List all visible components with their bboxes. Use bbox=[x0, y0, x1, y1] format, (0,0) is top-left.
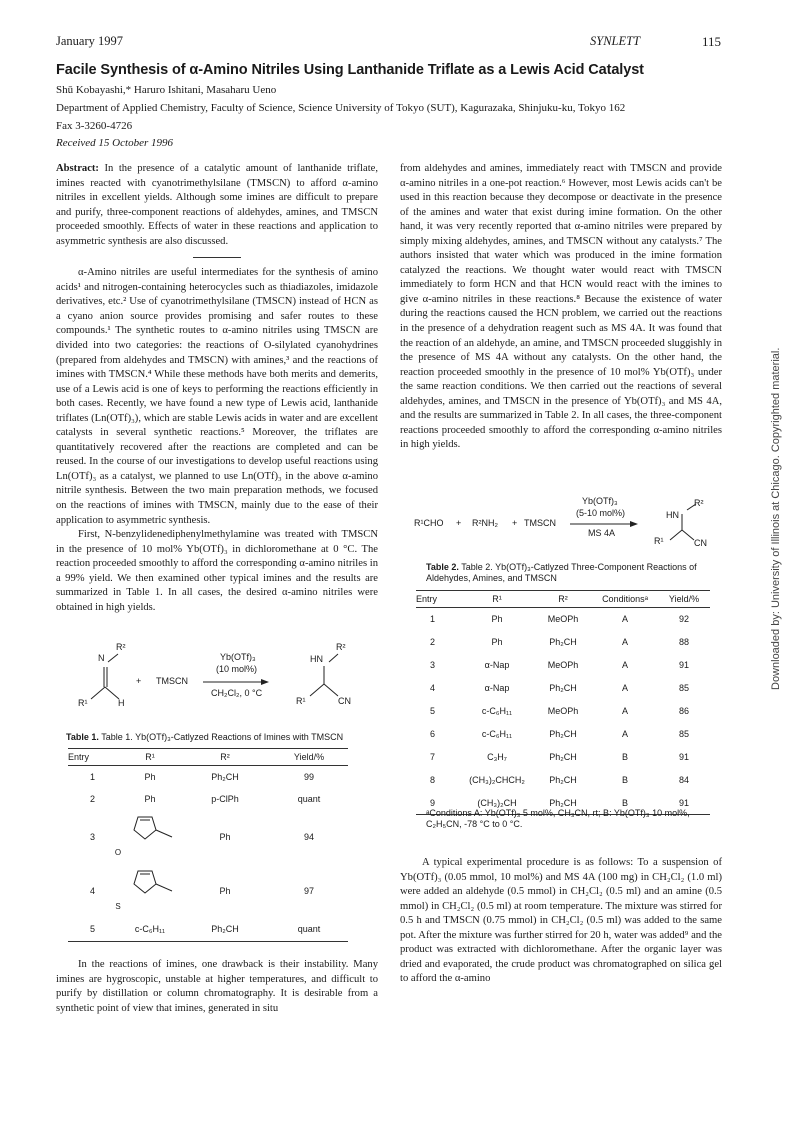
table2-cell: 7 bbox=[430, 752, 436, 762]
table1-header: Entry bbox=[68, 749, 120, 766]
table2-cell: A bbox=[621, 729, 628, 739]
table2-cell: Ph₂CH bbox=[549, 752, 577, 762]
table2-cell: c-C₆H₁₁ bbox=[481, 729, 513, 739]
table2-cell: (CH₃)₂CHCH₂ bbox=[469, 775, 525, 785]
table1-cell: 1 bbox=[90, 771, 96, 782]
scheme2-catalyst-amount: (5-10 mol%) bbox=[576, 508, 626, 518]
scheme1-conditions: CH₂Cl₂, 0 °C bbox=[211, 688, 263, 698]
table2-cell: C₃H₇ bbox=[487, 752, 507, 762]
table-row bbox=[416, 746, 710, 769]
table-row bbox=[416, 769, 710, 792]
left-column-bottom bbox=[56, 958, 378, 1016]
table-row bbox=[416, 723, 710, 746]
scheme1-product-r2: R² bbox=[336, 642, 346, 652]
download-watermark: Downloaded by: University of Illinois at Chicago. Copyrighted material. bbox=[770, 347, 782, 690]
fax: Fax 3-3260-4726 bbox=[56, 120, 133, 132]
table1-cell: quant bbox=[297, 793, 321, 804]
thienyl-structure bbox=[115, 864, 180, 918]
table-row bbox=[416, 700, 710, 723]
table-row bbox=[68, 918, 348, 942]
table2-footnote: ᵃConditions A: Yb(OTf)₃ 5 mol%, CH₃CN, rt; B: Yb(OTf)₃ 10 mol%, C₂H₅CN, -78 °C to 0 °C. bbox=[426, 808, 690, 829]
abstract-text: In the presence of a catalytic amount of lanthanide triflate, imines reacted with cyanotrimethylsilane (TMSCN) to afford α-amino nitriles in excellent yields. Although some imines are difficult to prepare and purify, three-component reactions of aldehydes, amines, and TMSCN proceeded smoothly. Effects of water in these reactions and application to asymmetric synthesis are also discussed. bbox=[56, 163, 378, 247]
scheme2-cn: CN bbox=[694, 538, 707, 548]
table2-cell: 3 bbox=[430, 660, 436, 670]
table1 bbox=[68, 748, 348, 942]
table1-header: R¹ bbox=[120, 749, 180, 766]
right-column-top bbox=[400, 162, 722, 453]
header-journal: SYNLETT bbox=[590, 34, 641, 48]
table2-cell: Ph₂CH bbox=[549, 637, 577, 647]
scheme2-plus: + bbox=[512, 518, 518, 528]
table2-cell: 5 bbox=[430, 706, 436, 716]
table2-cell: α-Nap bbox=[484, 683, 510, 693]
scheme1-hn: HN bbox=[310, 654, 323, 664]
header-page: 115 bbox=[702, 34, 722, 49]
furan-ring-icon bbox=[122, 811, 178, 851]
table2-cell: A bbox=[621, 706, 628, 716]
table2-cell: 91 bbox=[678, 660, 689, 670]
table2-cell: (CH₃)₂CH bbox=[460, 792, 534, 815]
table2-header: R² bbox=[534, 591, 592, 608]
table-row bbox=[416, 608, 710, 631]
table2-cell: Ph₂CH bbox=[534, 792, 592, 815]
table2-cell: A bbox=[621, 660, 628, 670]
abstract-label: Abstract: bbox=[56, 163, 99, 174]
table-row bbox=[68, 766, 348, 788]
table2-cell: 1 bbox=[430, 614, 436, 625]
table2-cell: MeOPh bbox=[547, 614, 579, 625]
table2-header: R¹ bbox=[460, 591, 534, 608]
scheme2-catalyst: Yb(OTf)₃ bbox=[582, 496, 618, 506]
scheme2-r1: R¹ bbox=[654, 536, 664, 546]
affiliation: Department of Applied Chemistry, Faculty of Science, Science University of Tokyo (SUT), Kagurazaka, Shinjuku-ku, Tokyo 162 bbox=[56, 102, 626, 114]
table2-cell: 91 bbox=[678, 752, 689, 762]
table2-cell: Ph₂CH bbox=[549, 775, 577, 785]
scheme2-hn: HN bbox=[666, 510, 679, 520]
table2-cell: 86 bbox=[678, 706, 689, 716]
scheme1-n: N bbox=[98, 653, 105, 663]
table1-cell: p-ClPh bbox=[211, 793, 239, 804]
scheme2-r2: R² bbox=[694, 498, 704, 508]
table2-header: Yield/% bbox=[658, 591, 710, 608]
table1-cell: 4 bbox=[90, 885, 96, 896]
table2-cell: 91 bbox=[658, 792, 710, 815]
table2-cell: 85 bbox=[678, 729, 689, 739]
table2-cell: B bbox=[621, 752, 628, 762]
table2-cell: A bbox=[621, 683, 628, 693]
table2-cell: Ph₂CH bbox=[549, 683, 577, 693]
table2-cell: 2 bbox=[430, 637, 436, 647]
table1-cell: Ph₂CH bbox=[180, 918, 270, 942]
table1-cell: quant bbox=[270, 918, 348, 942]
table2-cell: MeOPh bbox=[547, 660, 579, 670]
table2-cell: c-C₆H₁₁ bbox=[481, 706, 513, 716]
table1-cell: 94 bbox=[303, 831, 314, 842]
table2-cell: Ph₂CH bbox=[549, 729, 577, 739]
table2-cell: 85 bbox=[678, 683, 689, 693]
right-column-bottom bbox=[400, 856, 722, 987]
table2-cell: A bbox=[621, 637, 628, 647]
scheme2-plus: + bbox=[456, 518, 462, 528]
table1-cell: Ph bbox=[144, 771, 156, 782]
table1-cell: Ph bbox=[219, 831, 231, 842]
table2-cell: B bbox=[592, 792, 658, 815]
scheme2-conditions: MS 4A bbox=[588, 528, 616, 538]
scheme1-r1: R¹ bbox=[78, 698, 88, 708]
paragraph-three-component: from aldehydes and amines, immediately react with TMSCN and provide α-amino nitriles in a one-pot reaction.⁶ However, most Lewis acids can't be used in this reaction because they decompose or deactivate in the presence of the amines and water that exist during imine formation. On the other hand, it was very recently reported that α-amino nitriles were prepared by simply mixing aldehydes, amines, and TMSCN without any catalysts.⁷ The authors insisted that water which was produced in the imine formation catalyzed the reactions. We thought water would react with TMSCN immediately to form HCN and that HCN would react with the imines to give α-amino nitriles in these reactions.⁸ Because the existence of water during the reactions caused the HCN problem, we carried out the reactions in the presence of a dehydration reagent such as MS 4A. It was found that the reaction of an aldehyde, an amine, and TMSCN proceeded sluggishly in the presence of MS 4A without any catalysts. On the other hand, the reaction proceeded smoothly in the presence of 10 mol% Yb(OTf)₃ under the same reaction conditions. We then carried out the reactions of several aldehydes, amines, and TMSCN in the presence of Yb(OTf)₃ and MS 4A, and the results are summarized in Table 2. In all cases, the three-component reactions proceeded smoothly to afford the corresponding α-amino nitriles in high yields. bbox=[400, 163, 722, 451]
authors: Shū Kobayashi,* Haruro Ishitani, Masaharu Ueno bbox=[56, 84, 277, 96]
table2-cell: A bbox=[621, 614, 628, 625]
table-row bbox=[68, 788, 348, 810]
table1-cell: 2 bbox=[90, 793, 96, 804]
furyl-structure bbox=[114, 810, 180, 864]
scheme1-plus: + bbox=[136, 676, 142, 686]
received-date: Received 15 October 1996 bbox=[56, 137, 173, 149]
table2-header: Conditionsᵃ bbox=[592, 591, 658, 608]
table2-header: Entry bbox=[416, 591, 460, 608]
table-row bbox=[416, 631, 710, 654]
table-row bbox=[416, 677, 710, 700]
table1-header: R² bbox=[180, 749, 270, 766]
scheme1-cn: CN bbox=[338, 696, 351, 706]
table2-cell: 92 bbox=[678, 614, 689, 625]
table1-cell: c-C₆H₁₁ bbox=[120, 918, 180, 942]
table2-cell: 88 bbox=[678, 637, 689, 647]
table2 bbox=[416, 590, 710, 815]
table2-cell: Ph bbox=[491, 614, 503, 625]
scheme1-h: H bbox=[118, 698, 125, 708]
furan-o-label: O bbox=[114, 847, 122, 857]
table1-cell: 99 bbox=[303, 771, 314, 782]
table1-cell: 97 bbox=[303, 885, 314, 896]
table2-body bbox=[416, 608, 710, 815]
scheme1-r2: R² bbox=[116, 642, 126, 652]
table1-caption-text: Table 1. Yb(OTf)₃-Catlyzed Reactions of Imines with TMSCN bbox=[101, 732, 344, 742]
left-column-top bbox=[56, 162, 378, 615]
scheme2-aldehyde: R¹CHO bbox=[414, 518, 444, 528]
table2-cell: MeOPh bbox=[547, 706, 579, 716]
paragraph-procedure: A typical experimental procedure is as follows: To a suspension of Yb(OTf)₃ (0.05 mmol, 10 mol%) and MS 4A (100 mg) in CH₂Cl₂ (1.0 ml) were added an aldehyde (0.5 mmol) in CH₂Cl₂ (0.5 ml) and an amine (0.5 mmol) in CH₂Cl₂ (0.5 ml) at room temperature. The mixture was stirred for 0.5 h and TMSCN (0.75 mmol) in CH₂Cl₂ (0.5 ml) was added to the same pot. After the mixture was further stirred for 20 h, water was added⁹ and the product was extracted with dichloromethane. After the organic layer was dried and evaporated, the crude product was chromatographed on silica gel to afford the α-amino bbox=[400, 857, 722, 985]
abstract bbox=[56, 162, 378, 249]
table-row bbox=[68, 810, 348, 864]
abstract-divider bbox=[193, 257, 241, 258]
table2-cell: 4 bbox=[430, 683, 436, 693]
table1-cell: Ph bbox=[219, 885, 231, 896]
table2-cell: B bbox=[621, 775, 628, 785]
table2-cell: 8 bbox=[430, 775, 436, 785]
table2-caption-text: Table 2. Yb(OTf)₃-Catlyzed Three-Component Reactions of Aldehydes, Amines, and TMSCN bbox=[426, 562, 697, 583]
article-title: Facile Synthesis of α-Amino Nitriles Using Lanthanide Triflate as a Lewis Acid Catalyst bbox=[56, 62, 644, 78]
table1-cell: 5 bbox=[68, 918, 120, 942]
table1-caption: Table 1. Table 1. Yb(OTf)₃-Catlyzed Reactions of Imines with TMSCN bbox=[66, 732, 344, 742]
header-date: January 1997 bbox=[56, 34, 123, 48]
table2-caption: Table 2. Table 2. Yb(OTf)₃-Catlyzed Three-Component Reactions of Aldehydes, Amines, and TMSCN bbox=[426, 562, 697, 583]
table2-cell: 9 bbox=[416, 792, 460, 815]
table2-cell: 6 bbox=[430, 729, 436, 739]
scheme1-catalyst: Yb(OTf)₃ bbox=[220, 652, 256, 662]
table-row bbox=[416, 654, 710, 677]
table-row bbox=[68, 864, 348, 918]
table2-cell: 84 bbox=[678, 775, 689, 785]
table1-cell: Ph₂CH bbox=[211, 771, 239, 782]
scheme-1 bbox=[56, 632, 378, 722]
scheme2-tmscn: TMSCN bbox=[524, 518, 556, 528]
paragraph-first: First, N-benzylidenediphenylmethylamine was treated with TMSCN in the presence of 10 mol% Yb(OTf)₃ in dichloromethane at 0 °C. The reaction proceeded smoothly to afford the corresponding α-amino nitriles in a 99% yield. We then examined other typical imines and the results are summarized in Table 1. In all cases, the desired α-amino nitriles were obtained in high yields. bbox=[56, 529, 378, 613]
table2-cell: Ph bbox=[491, 637, 503, 647]
table1-header: Yield/% bbox=[270, 749, 348, 766]
scheme1-catalyst-amount: (10 mol%) bbox=[216, 664, 258, 674]
scheme2-amine: R²NH₂ bbox=[472, 518, 498, 528]
scheme-2 bbox=[400, 494, 722, 554]
scheme1-product-r1: R¹ bbox=[296, 696, 306, 706]
scheme-2-drawing bbox=[400, 494, 722, 554]
table1-cell: Ph bbox=[144, 793, 156, 804]
thiophene-s-label: S bbox=[115, 901, 121, 911]
paragraph-intro: α-Amino nitriles are useful intermediates for the synthesis of amino acids¹ and nitrogen-containing heterocycles such as thiadiazoles, imidazole derivatives, etc.² Use of cyanotrimethylsilane (TMSCN) instead of HCN as a cyano anion source provides promising and safer routes to these compounds.¹ The synthetic routes to α-amino nitriles using TMSCN are divided into two categories: the reactions of O-silylated cyanohydrines (prepared from aldehydes and TMSCN) with amines,³ and the reactions of imines with TMSCN.⁴ While these methods have both merits and demerits, use of a Lewis acid is one of keys to performing the reactions efficiently in both cases. Recently, we have found a new type of Lewis acid, lanthanide triflates (Ln(OTf)₃), which are stable Lewis acids in water and are excellent catalysts in several synthetic reactions.⁵ Moreover, the triflates are quantitatively recovered after the reactions are completed and can be reused. In the course of our investigations to develop useful reactions using Ln(OTf)₃ as a catalyst, we planned to use Ln(OTf)₃ in the above α-amino nitrile synthesis. Between the two main preparation methods, we focused on the reactions of imines with TMSCN, mainly due to the ease of their application to asymmetric synthesis. bbox=[56, 267, 378, 526]
scheme-1-drawing bbox=[56, 632, 378, 722]
table1-cell: 3 bbox=[90, 831, 96, 842]
table2-cell: α-Nap bbox=[484, 660, 510, 670]
thiophene-ring-icon bbox=[122, 865, 178, 905]
paragraph-imine-drawback: In the reactions of imines, one drawback is their instability. Many imines are hygroscopic, unstable at higher temperatures, and difficult to purify by distillation or column chromatography. It is desirable from a synthetic point of view that imines, generated in situ bbox=[56, 959, 378, 1014]
scheme1-reagent: TMSCN bbox=[156, 676, 188, 686]
